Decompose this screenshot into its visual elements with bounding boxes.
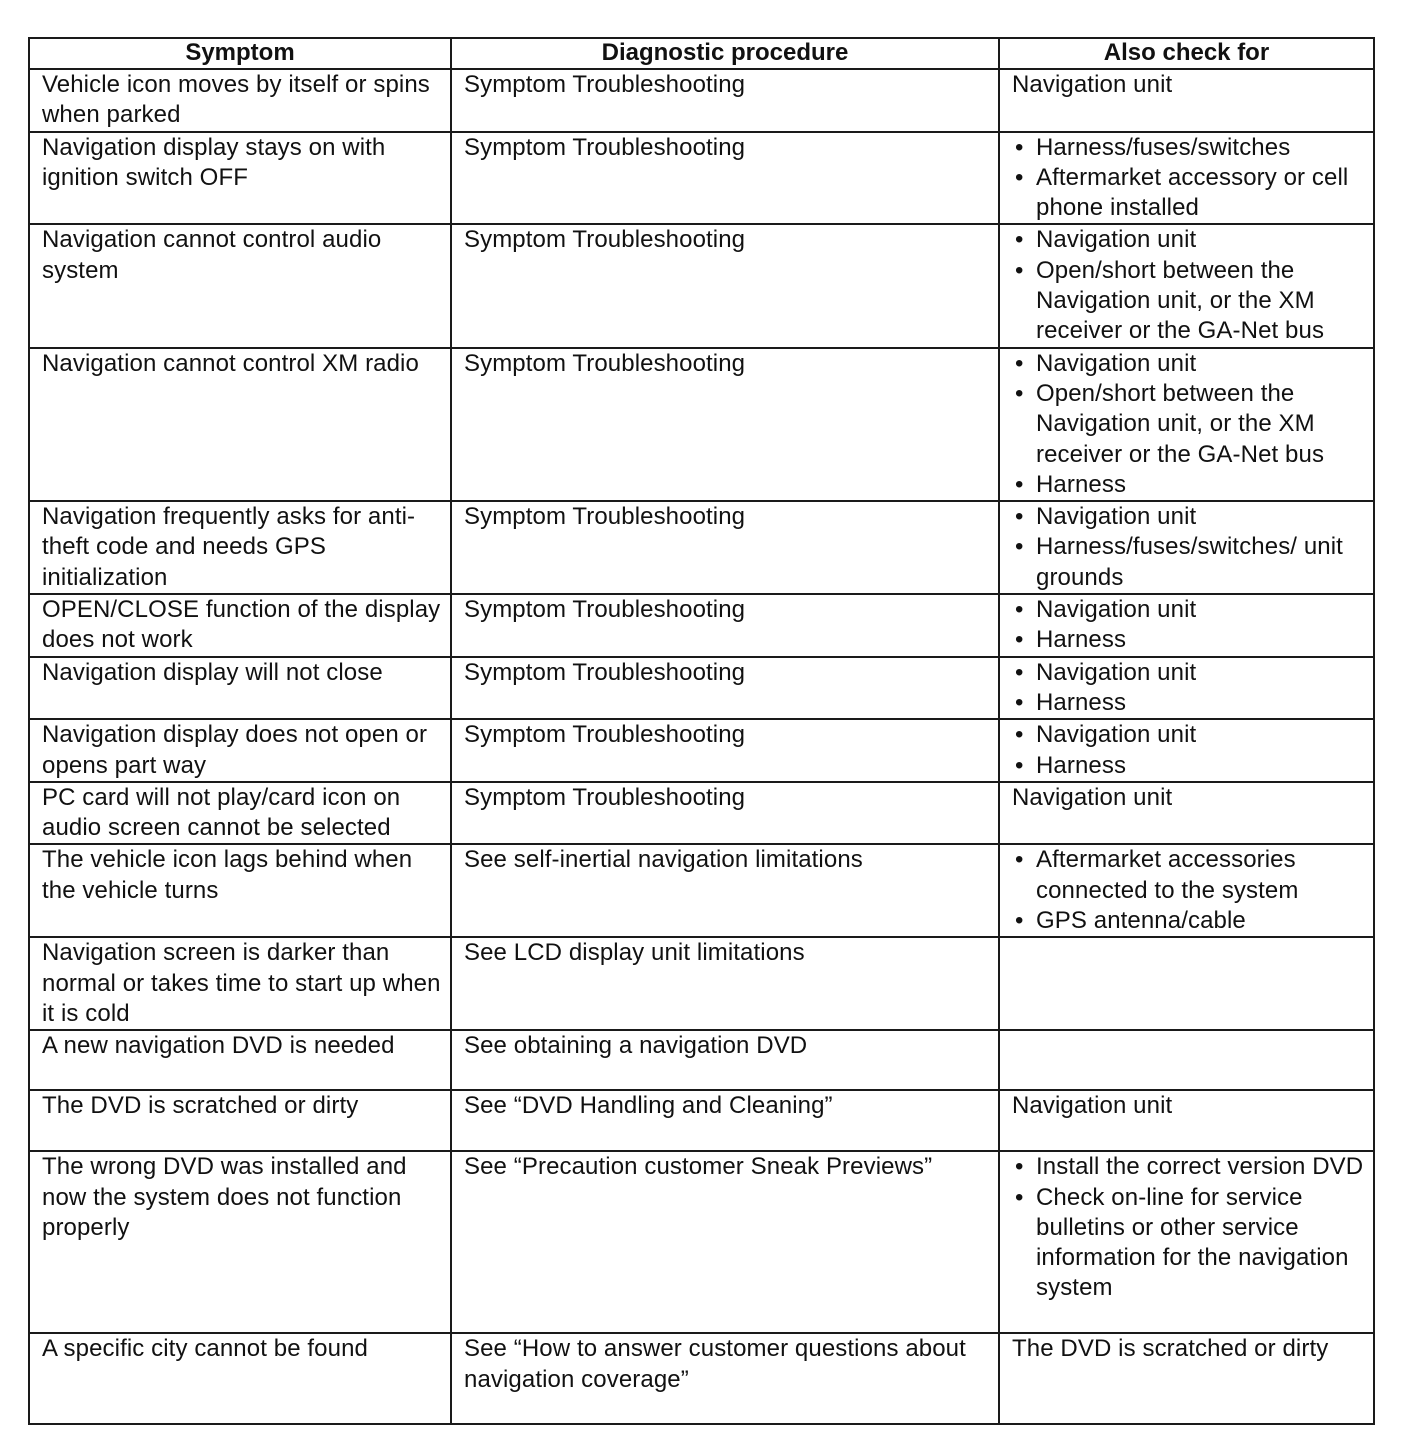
procedure-cell: Symptom Troubleshooting bbox=[451, 657, 999, 720]
header-symptom: Symptom bbox=[29, 38, 451, 69]
procedure-cell: Symptom Troubleshooting bbox=[451, 594, 999, 657]
check-cell: Navigation unit bbox=[999, 1090, 1374, 1151]
table-row bbox=[29, 719, 1374, 782]
table-row bbox=[29, 132, 1374, 225]
procedure-cell: Symptom Troubleshooting bbox=[451, 348, 999, 501]
symptom-cell: OPEN/CLOSE function of the display does not work bbox=[29, 594, 451, 657]
check-cell bbox=[999, 1151, 1374, 1333]
check-list-item: • Harness bbox=[1012, 470, 1365, 500]
check-list-item: • Aftermarket accessories connected to the system bbox=[1012, 845, 1365, 906]
check-cell bbox=[999, 1030, 1374, 1090]
procedure-cell: Symptom Troubleshooting bbox=[451, 132, 999, 225]
check-list-item: • Navigation unit bbox=[1012, 225, 1365, 255]
table-row bbox=[29, 1090, 1374, 1151]
procedure-cell: Symptom Troubleshooting bbox=[451, 501, 999, 594]
check-list-item: • Navigation unit bbox=[1012, 349, 1365, 379]
check-list-item: • Harness bbox=[1012, 688, 1365, 718]
check-list-item: • Harness bbox=[1012, 625, 1365, 655]
symptom-cell: Navigation screen is darker than normal or takes time to start up when it is cold bbox=[29, 937, 451, 1030]
check-list-item: • Navigation unit bbox=[1012, 720, 1365, 750]
check-list-item: • Harness/fuses/switches bbox=[1012, 133, 1365, 163]
table-row bbox=[29, 594, 1374, 657]
check-cell bbox=[999, 719, 1374, 782]
check-list-item: • Navigation unit bbox=[1012, 502, 1365, 532]
header-diagnostic-procedure: Diagnostic procedure bbox=[451, 38, 999, 69]
check-list-item: • Harness bbox=[1012, 751, 1365, 781]
check-list-item: • Navigation unit bbox=[1012, 595, 1365, 625]
symptom-cell: PC card will not play/card icon on audio screen cannot be selected bbox=[29, 782, 451, 845]
troubleshooting-table bbox=[28, 37, 1375, 1425]
table-row bbox=[29, 844, 1374, 937]
procedure-cell: See obtaining a navigation DVD bbox=[451, 1030, 999, 1090]
check-list-item: • Install the correct version DVD bbox=[1012, 1152, 1365, 1182]
symptom-cell: Navigation cannot control audio system bbox=[29, 224, 451, 347]
header-also-check-for: Also check for bbox=[999, 38, 1374, 69]
procedure-cell: Symptom Troubleshooting bbox=[451, 224, 999, 347]
check-list bbox=[1012, 595, 1365, 656]
procedure-cell: See LCD display unit limitations bbox=[451, 937, 999, 1030]
symptom-cell: The DVD is scratched or dirty bbox=[29, 1090, 451, 1151]
procedure-cell: See self-inertial navigation limitations bbox=[451, 844, 999, 937]
check-list-item: • Open/short between the Navigation unit, or the XM receiver or the GA-Net bus bbox=[1012, 256, 1365, 347]
check-list-item: • Open/short between the Navigation unit, or the XM receiver or the GA-Net bus bbox=[1012, 379, 1365, 470]
check-list bbox=[1012, 349, 1365, 500]
table-row bbox=[29, 224, 1374, 347]
check-list bbox=[1012, 845, 1365, 936]
check-list-item: • Aftermarket accessory or cell phone installed bbox=[1012, 163, 1365, 224]
symptom-cell: A new navigation DVD is needed bbox=[29, 1030, 451, 1090]
check-cell: The DVD is scratched or dirty bbox=[999, 1333, 1374, 1424]
table-row bbox=[29, 782, 1374, 845]
check-list bbox=[1012, 133, 1365, 224]
check-list bbox=[1012, 720, 1365, 781]
symptom-cell: Navigation frequently asks for anti-theft code and needs GPS initialization bbox=[29, 501, 451, 594]
procedure-cell: See “Precaution customer Sneak Previews” bbox=[451, 1151, 999, 1333]
check-cell bbox=[999, 501, 1374, 594]
check-cell bbox=[999, 224, 1374, 347]
table-row bbox=[29, 501, 1374, 594]
check-cell: Navigation unit bbox=[999, 782, 1374, 845]
table-row bbox=[29, 1030, 1374, 1090]
symptom-cell: Navigation display does not open or opens part way bbox=[29, 719, 451, 782]
symptom-cell: Vehicle icon moves by itself or spins when parked bbox=[29, 69, 451, 132]
procedure-cell: Symptom Troubleshooting bbox=[451, 782, 999, 845]
procedure-cell: Symptom Troubleshooting bbox=[451, 69, 999, 132]
check-list-item: • GPS antenna/cable bbox=[1012, 906, 1365, 936]
table-row bbox=[29, 1151, 1374, 1333]
check-cell bbox=[999, 132, 1374, 225]
check-list bbox=[1012, 1152, 1365, 1303]
symptom-cell: A specific city cannot be found bbox=[29, 1333, 451, 1424]
check-list-item: • Check on-line for service bulletins or other service information for the navigation system bbox=[1012, 1183, 1365, 1304]
check-cell bbox=[999, 348, 1374, 501]
check-cell bbox=[999, 657, 1374, 720]
check-list-item: • Harness/fuses/switches/ unit grounds bbox=[1012, 532, 1365, 593]
symptom-cell: The wrong DVD was installed and now the system does not function properly bbox=[29, 1151, 451, 1333]
header-row bbox=[29, 38, 1374, 69]
check-list bbox=[1012, 225, 1365, 346]
table-row bbox=[29, 937, 1374, 1030]
check-list-item: • Navigation unit bbox=[1012, 658, 1365, 688]
check-cell: Navigation unit bbox=[999, 69, 1374, 132]
table-row bbox=[29, 657, 1374, 720]
symptom-cell: Navigation display will not close bbox=[29, 657, 451, 720]
procedure-cell: See “DVD Handling and Cleaning” bbox=[451, 1090, 999, 1151]
procedure-cell: Symptom Troubleshooting bbox=[451, 719, 999, 782]
symptom-cell: Navigation cannot control XM radio bbox=[29, 348, 451, 501]
symptom-cell: The vehicle icon lags behind when the vehicle turns bbox=[29, 844, 451, 937]
check-list bbox=[1012, 658, 1365, 719]
table-row bbox=[29, 69, 1374, 132]
symptom-cell: Navigation display stays on with ignition switch OFF bbox=[29, 132, 451, 225]
check-cell bbox=[999, 594, 1374, 657]
procedure-cell: See “How to answer customer questions about navigation coverage” bbox=[451, 1333, 999, 1424]
table-row bbox=[29, 1333, 1374, 1424]
table-row bbox=[29, 348, 1374, 501]
check-cell bbox=[999, 937, 1374, 1030]
check-list bbox=[1012, 502, 1365, 593]
check-cell bbox=[999, 844, 1374, 937]
